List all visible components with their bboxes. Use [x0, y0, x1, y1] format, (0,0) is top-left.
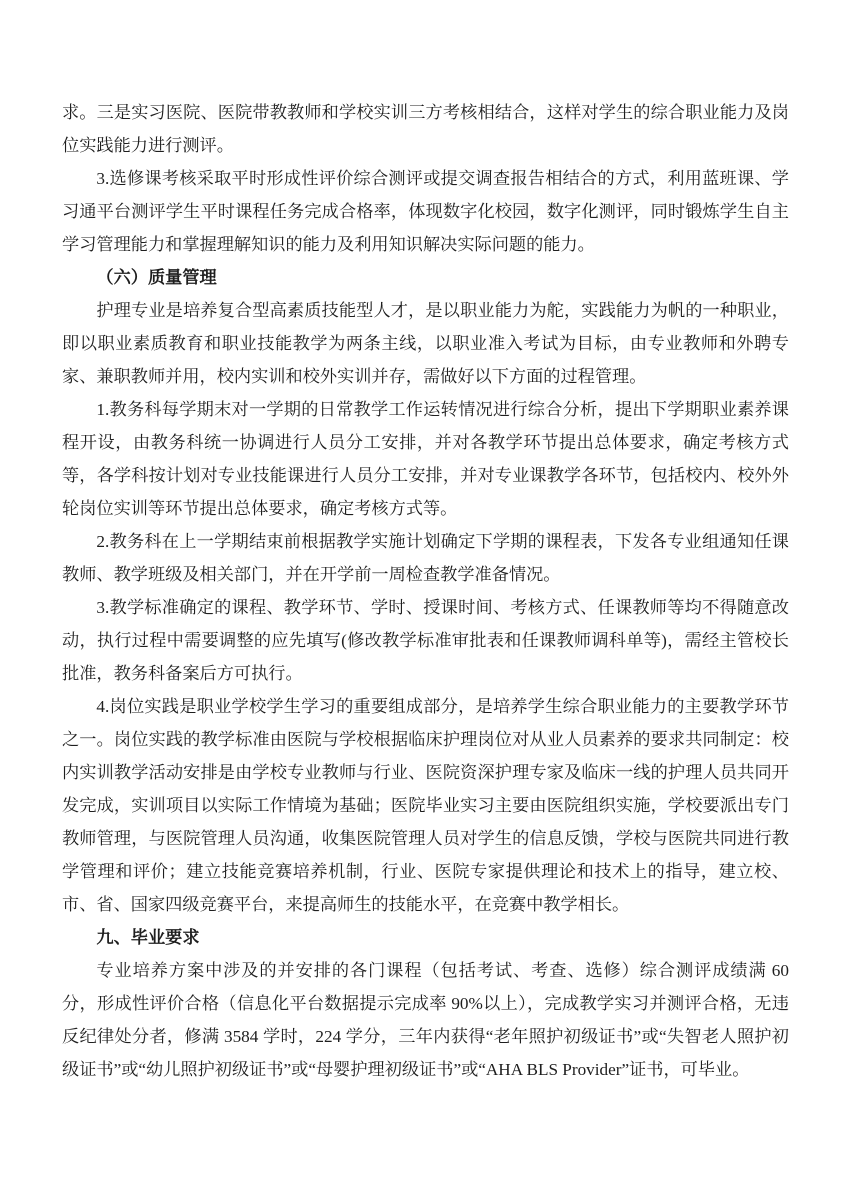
- paragraph-item-3-teaching-standard-changes: 3.教学标准确定的课程、教学环节、学时、授课时间、考核方式、任课教师等均不得随意改动，执行过程中需要调整的应先填写(修改教学标准审批表和任课教师调科单等)，需经主管校长批准，教务科备案后方可执行。: [62, 598, 789, 683]
- heading-section-six-quality-management: （六）质量管理: [96, 268, 217, 287]
- document-text-block: [62, 96, 789, 1086]
- paragraph-continuation-three-way-assessment: 求。三是实习医院、医院带教教师和学校实训三方考核相结合，这样对学生的综合职业能力及岗位实践能力进行测评。: [62, 103, 789, 155]
- paragraph-graduation-criteria: 专业培养方案中涉及的并安排的各门课程（包括考试、考查、选修）综合测评成绩满 60 分，形成性评价合格（信息化平台数据提示完成率 90%以上），完成教学实习并测评合格，无违反纪律处分者，修满 3584 学时，224 学分，三年内获得“老年照护初级证书”或“失智老人照护初级证书”或“幼儿照护初级证书”或“母婴护理初级证书”或“AHA BLS Provider”证书，可毕业。: [62, 961, 789, 1079]
- paragraph-nursing-program-overview: 护理专业是培养复合型高素质技能型人才，是以职业能力为舵，实践能力为帆的一种职业，即以职业素质教育和职业技能教学为两条主线，以职业准入考试为目标，由专业教师和外聘专家、兼职教师并用，校内实训和校外实训并存，需做好以下方面的过程管理。: [62, 301, 789, 386]
- paragraph-item-1-semester-analysis: 1.教务科每学期末对一学期的日常教学工作运转情况进行综合分析，提出下学期职业素养课程开设，由教务科统一协调进行人员分工安排，并对各教学环节提出总体要求，确定考核方式等，各学科按计划对专业技能课进行人员分工安排，并对专业课教学各环节，包括校内、校外外轮岗位实训等环节提出总体要求，确定考核方式等。: [62, 400, 789, 518]
- paragraph-item-2-timetable-notice: 2.教务科在上一学期结束前根据教学实施计划确定下学期的课程表，下发各专业组通知任课教师、教学班级及相关部门，并在开学前一周检查教学准备情况。: [62, 532, 789, 584]
- paragraph-item-4-post-practice: 4.岗位实践是职业学校学生学习的重要组成部分，是培养学生综合职业能力的主要教学环节之一。岗位实践的教学标准由医院与学校根据临床护理岗位对从业人员素养的要求共同制定：校内实训教学活动安排是由学校专业教师与行业、医院资深护理专家及临床一线的护理人员共同开发完成，实训项目以实际工作情境为基础；医院毕业实习主要由医院组织实施，学校要派出专门教师管理，与医院管理人员沟通，收集医院管理人员对学生的信息反馈，学校与医院共同进行教学管理和评价；建立技能竞赛培养机制，行业、医院专家提供理论和技术上的指导，建立校、市、省、国家四级竞赛平台，来提高师生的技能水平，在竞赛中教学相长。: [62, 697, 789, 914]
- paragraph-elective-course-assessment: 3.选修课考核采取平时形成性评价综合测评或提交调查报告相结合的方式，利用蓝班课、学习通平台测评学生平时课程任务完成合格率，体现数字化校园，数字化测评，同时锻炼学生自主学习管理能力和掌握理解知识的能力及利用知识解决实际问题的能力。: [62, 169, 789, 254]
- heading-section-nine-graduation-requirements: 九、毕业要求: [96, 928, 200, 947]
